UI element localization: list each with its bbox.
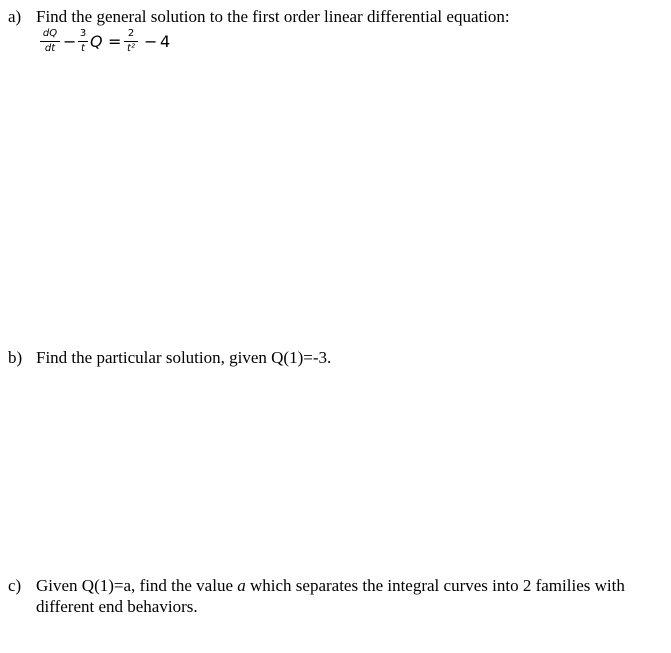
- fraction-2-t2-numerator: 2: [127, 28, 135, 39]
- fraction-3-t: [78, 28, 88, 55]
- fraction-dq-dt-denominator: dt: [44, 43, 56, 54]
- fraction-2-t2-bar: [124, 41, 138, 42]
- fraction-dq-dt-bar: [40, 41, 60, 42]
- minus-sign-1: −: [63, 32, 77, 51]
- fraction-3-t-numerator: 3: [79, 28, 87, 39]
- fraction-2-t2: [124, 28, 138, 55]
- fraction-3-t-denominator: t: [81, 43, 85, 54]
- variable-q: Q: [90, 32, 103, 51]
- equals-sign: =: [108, 32, 122, 51]
- question-c-label: c): [8, 576, 22, 595]
- fraction-dq-dt: [40, 28, 60, 55]
- question-c-text: [36, 575, 668, 617]
- question-b-label: b): [8, 348, 23, 367]
- fraction-dq-dt-numerator: dQ: [42, 28, 58, 39]
- question-c-text-before: Given Q(1)=a, find the value: [36, 576, 238, 595]
- constant-4: 4: [160, 32, 171, 51]
- question-b-text: Find the particular solution, given Q(1)=-3.: [36, 348, 332, 367]
- fraction-2-t2-denominator: t²: [127, 43, 135, 54]
- question-c-text-after: which separates the integral curves into 2 families with different end behaviors.: [36, 576, 625, 616]
- minus-sign-2: −: [144, 32, 158, 51]
- question-a-label: a): [8, 7, 22, 26]
- fraction-3-t-bar: [78, 41, 88, 42]
- question-a-text: Find the general solution to the first order linear differential equation:: [36, 7, 510, 26]
- question-c-variable-a: a: [237, 576, 246, 595]
